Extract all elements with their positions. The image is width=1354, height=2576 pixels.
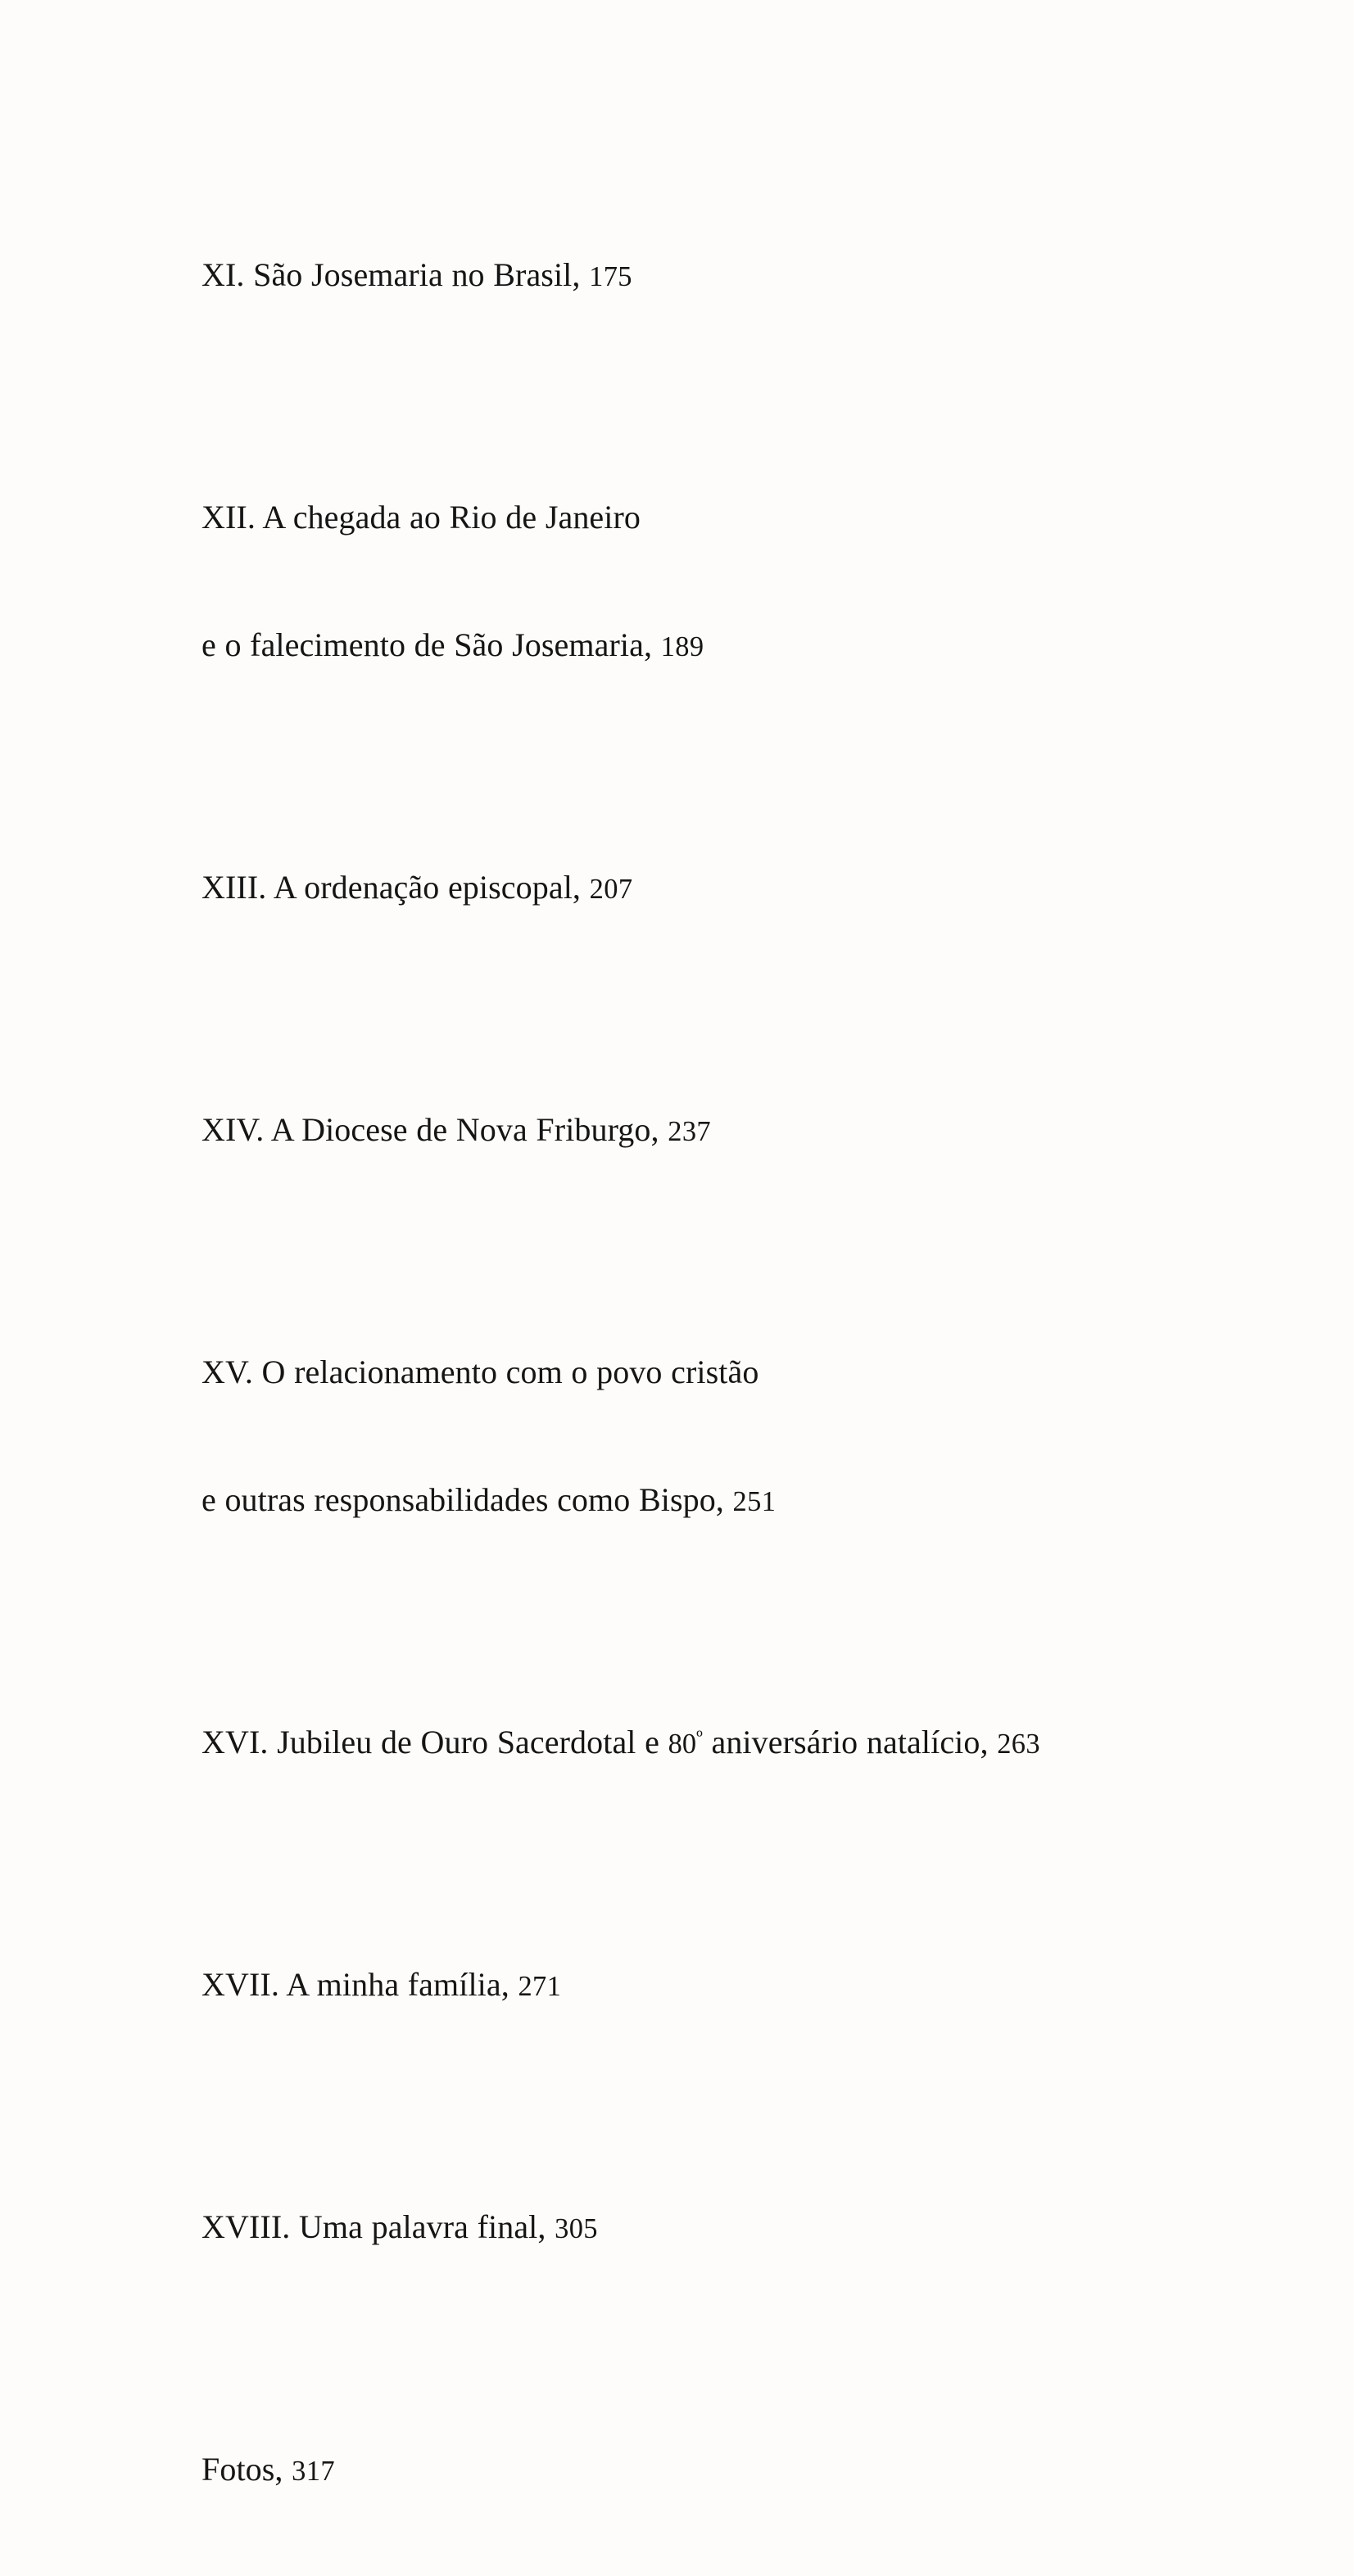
toc-entry-title: XI. São Josemaria no Brasil, [202,256,590,293]
toc-entry-fotos[interactable] [202,2363,1234,2576]
toc-entry-line [202,2206,1234,2248]
anniversary-ordinal-number: 80 [668,1729,697,1760]
toc-page-number: 251 [732,1486,777,1517]
table-of-contents [202,169,1234,2576]
toc-entry-line-continued [202,624,1234,667]
toc-entry-title: XVII. A minha família, [202,1966,519,2003]
toc-page-number: 317 [292,2456,335,2487]
toc-page-number: 207 [589,874,633,905]
toc-entry-line [202,254,1234,296]
toc-entry-xi[interactable] [202,169,1234,382]
toc-entry-title-suffix: aniversário natalício, [702,1724,998,1760]
toc-entry-xviii[interactable] [202,2121,1234,2334]
toc-entry-line [202,1964,1234,2006]
toc-entry-xiii[interactable] [202,781,1234,994]
toc-page-number: 189 [660,631,704,662]
toc-entry-line-continued [202,1479,1234,1521]
toc-entry-line [202,496,1234,539]
toc-entry-title-continued: e o falecimento de São Josemaria, [202,626,661,663]
toc-entry-title: XIV. A Diocese de Nova Friburgo, [202,1111,668,1148]
toc-page-number: 305 [555,2213,598,2244]
toc-page-number: 263 [997,1729,1040,1760]
toc-entry-line [202,1109,1234,1151]
toc-entry-title: XV. O relacionamento com o povo cristão [202,1354,759,1390]
toc-entry-xvii[interactable] [202,1878,1234,2091]
toc-entry-xiv[interactable] [202,1024,1234,1236]
toc-entry-title-continued: e outras responsabilidades como Bispo, [202,1481,733,1518]
toc-entry-title: XVIII. Uma palavra final, [202,2208,555,2245]
toc-entry-line [202,1351,1234,1394]
toc-entry-title: XII. A chegada ao Rio de Janeiro [202,499,641,536]
toc-entry-line [202,866,1234,909]
toc-entry-title: XIII. A ordenação episcopal, [202,869,590,906]
ordinal-indicator: º [696,1727,703,1750]
toc-page-number: 175 [589,261,632,292]
toc-entry-title: Fotos, [202,2451,292,2488]
toc-entry-xii[interactable] [202,411,1234,752]
toc-entry-title: XVI. Jubileu de Ouro Sacerdotal e [202,1724,668,1760]
toc-page-number: 271 [518,1971,562,2002]
toc-page-number: 237 [668,1116,712,1147]
toc-entry-xvi[interactable] [202,1636,1234,1849]
toc-entry-line [202,1721,1234,1764]
toc-entry-xv[interactable] [202,1266,1234,1607]
toc-entry-line [202,2448,1234,2491]
